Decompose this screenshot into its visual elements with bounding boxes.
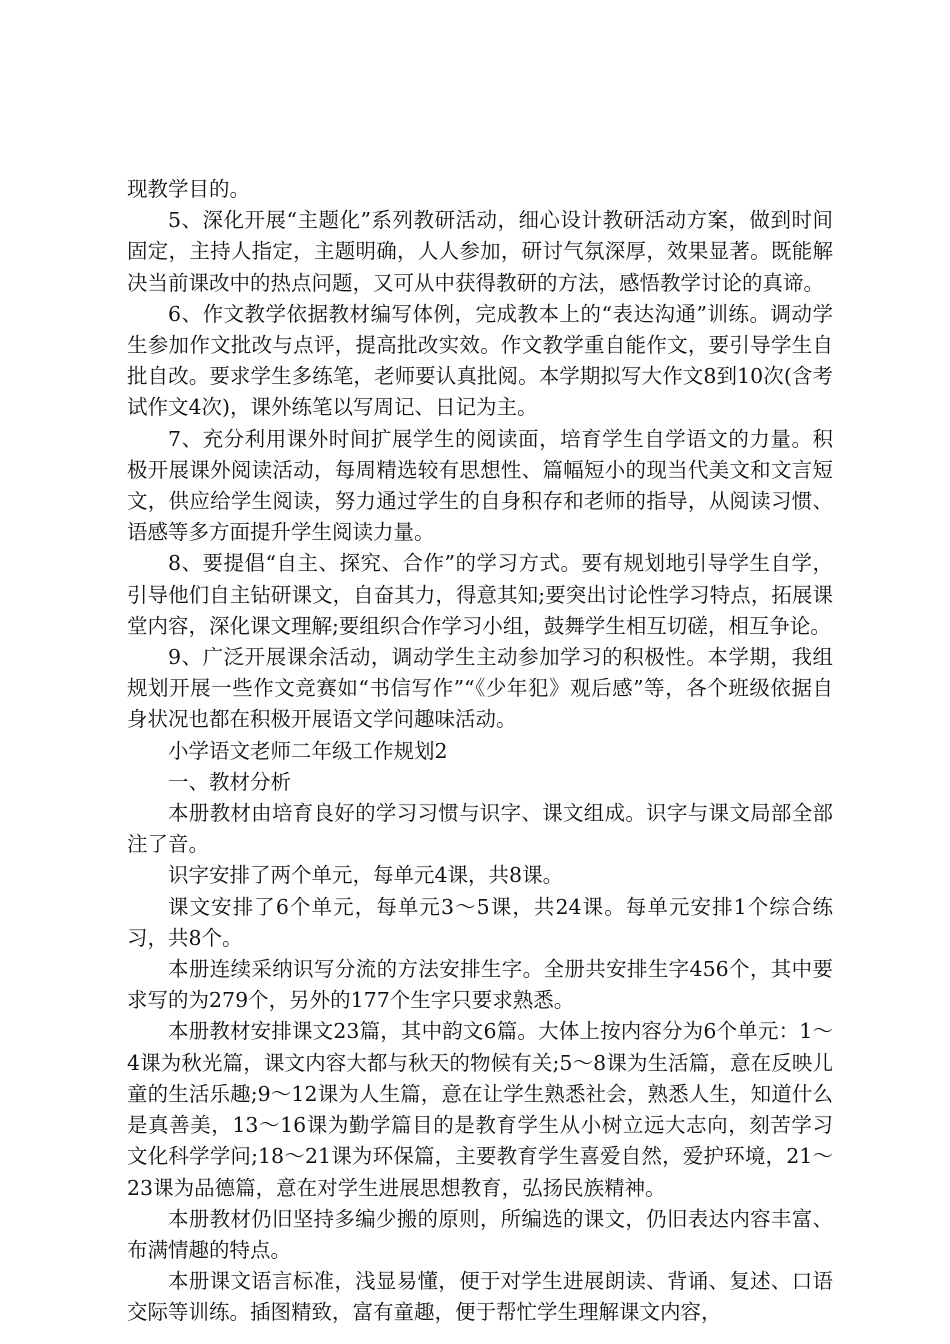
- paragraph-lesson-content: 本册教材安排课文23篇，其中韵文6篇。大体上按内容分为6个单元：1～4课为秋光篇，课文内容大都与秋天的物候有关;5～8课为生活篇，意在反映儿童的生活乐趣;9～12课为人生篇，意在让学生熟悉社会，熟悉人生，知道什么是真善美，13～16课为勤学篇目的是教育学生从小树立远大志向，刻苦学习文化科学学问;18～21课为环保篇，主要教育学生喜爱自然，爱护环境，21～23课为品德篇，意在对学生进展思想教育，弘扬民族精神。: [127, 1019, 833, 1200]
- paragraph-textbook-overview: 本册教材由培育良好的学习习惯与识字、课文组成。识字与课文局部全部注了音。: [127, 801, 833, 857]
- paragraph-continuation: 现教学目的。: [127, 177, 250, 201]
- paragraph-item-9: 9、广泛开展课余活动，调动学生主动参加学习的积极性。本学期，我组规划开展一些作文竞赛如“书信写作”“《少年犯》观后感”等，各个班级依据自身状况也都在积极开展语文学问趣味活动。: [127, 645, 833, 732]
- paragraph-item-7: 7、充分利用课外时间扩展学生的阅读面，培育学生自学语文的力量。积极开展课外阅读活动，每周精选较有思想性、篇幅短小的现当代美文和文言短文，供应给学生阅读，努力通过学生的自身积存和老师的指导，从阅读习惯、语感等多方面提升学生阅读力量。: [127, 426, 833, 545]
- paragraph-new-characters: 本册连续采纳识写分流的方法安排生字。全册共安排生字456个，其中要求写的为279个，另外的177个生字只要求熟悉。: [127, 957, 833, 1013]
- paragraph-item-5: 5、深化开展“主题化”系列教研活动，细心设计教研活动方案，做到时间固定，主持人指定，主题明确，人人参加，研讨气氛深厚，效果显著。既能解决当前课改中的热点问题，又可从中获得教研的方法，感悟教学讨论的真谛。: [127, 208, 833, 295]
- document-body: [127, 174, 833, 1329]
- paragraph-editing-principle: 本册教材仍旧坚持多编少搬的原则，所编选的课文，仍旧表达内容丰富、布满情趣的特点。: [127, 1206, 833, 1262]
- paragraph-item-6: 6、作文教学依据教材编写体例，完成教本上的“表达沟通”训练。调动学生参加作文批改与点评，提高批改实效。作文教学重自能作文，要引导学生自批自改。要求学生多练笔，老师要认真批阅。本学期拟写大作文8到10次(含考试作文4次)，课外练笔以写周记、日记为主。: [127, 301, 833, 420]
- paragraph-lesson-units: 课文安排了6个单元，每单元3～5课，共24课。每单元安排1个综合练习，共8个。: [127, 894, 833, 950]
- subsection-heading: 一、教材分析: [168, 769, 291, 794]
- paragraph-literacy-units: 识字安排了两个单元，每单元4课，共8课。: [168, 863, 564, 888]
- paragraph-language-style: 本册课文语言标准，浅显易懂，便于对学生进展朗读、背诵、复述、口语交际等训练。插图精致，富有童趣，便于帮忙学生理解课文内容，: [127, 1269, 833, 1325]
- paragraph-item-8: 8、要提倡“自主、探究、合作”的学习方式。要有规划地引导学生自学，引导他们自主钻研课文，自奋其力，得意其知;要突出讨论性学习特点，拓展课堂内容，深化课文理解;要组织合作学习小组，鼓舞学生相互切磋，相互争论。: [127, 551, 833, 638]
- section-title: 小学语文老师二年级工作规划2: [168, 738, 448, 763]
